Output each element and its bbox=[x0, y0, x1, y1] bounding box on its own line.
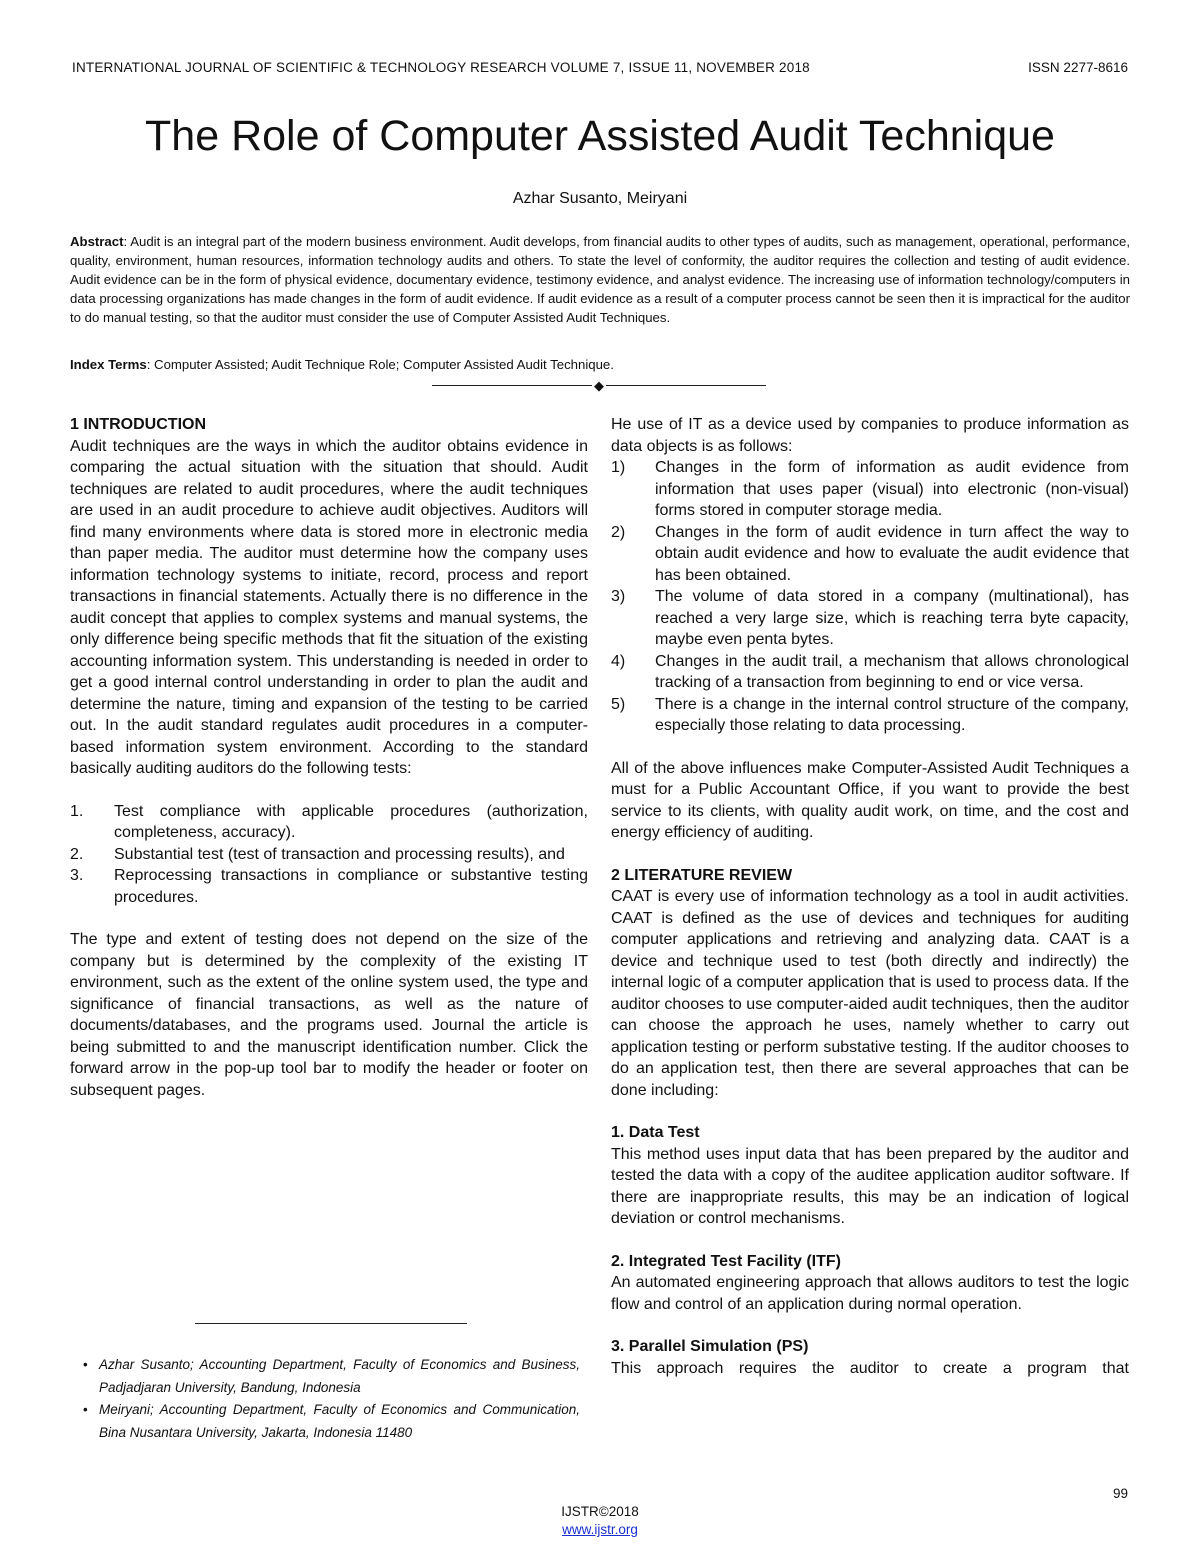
list-item: 2. Substantial test (test of transaction and processing results), and bbox=[70, 845, 565, 863]
list-item: 3. Reprocessing transactions in compliance or substantive testing procedures. bbox=[70, 867, 588, 906]
footer-url-wrapper bbox=[0, 1522, 1200, 1537]
journal-header: INTERNATIONAL JOURNAL OF SCIENTIFIC & TECHNOLOGY RESEARCH VOLUME 7, ISSUE 11, NOVEMBER 2018 bbox=[72, 60, 810, 75]
changes-list bbox=[611, 457, 1129, 737]
issn: ISSN 2277-8616 bbox=[1028, 60, 1128, 75]
data-test-paragraph: This method uses input data that has been prepared by the auditor and tested the data with a copy of the auditee application auditor software. If there are inappropriate results, this may be an indication of logical deviation or control mechanisms. bbox=[611, 1145, 1129, 1227]
subheading-itf: 2. Integrated Test Facility (ITF) bbox=[611, 1252, 841, 1270]
copyright: IJSTR©2018 bbox=[561, 1504, 639, 1519]
abstract bbox=[70, 232, 1130, 327]
section-heading-literature-review: 2 LITERATURE REVIEW bbox=[611, 866, 793, 884]
ps-paragraph: This approach requires the auditor to create a program that bbox=[611, 1359, 1129, 1377]
list-item: 1) Changes in the form of information as audit evidence from information that uses paper (visual) into electronic (non-visual) forms stored in computer storage media. bbox=[611, 459, 1129, 519]
paper-title: The Role of Computer Assisted Audit Technique bbox=[145, 112, 1055, 160]
page-number: 99 bbox=[1112, 1486, 1128, 1501]
list-item: 4) Changes in the audit trail, a mechanism that allows chronological tracking of a transaction from beginning to end or vice versa. bbox=[611, 652, 1129, 691]
bullet-icon: • bbox=[83, 1402, 88, 1417]
footnote-item: • Azhar Susanto; Accounting Department, Faculty of Economics and Business, Padjadjaran University, Bandung, Indonesia bbox=[83, 1354, 580, 1399]
abstract-label: Abstract bbox=[70, 234, 124, 249]
index-terms bbox=[70, 357, 1130, 372]
index-terms-label: Index Terms bbox=[70, 357, 147, 372]
itf-paragraph: An automated engineering approach that allows auditors to test the logic flow and control of an application during normal operation. bbox=[611, 1274, 1129, 1313]
bullet-icon: • bbox=[83, 1357, 88, 1372]
section-divider bbox=[432, 376, 766, 396]
footnote-item: • Meiryani; Accounting Department, Faculty of Economics and Communication, Bina Nusantara University, Jakarta, Indonesia 11480 bbox=[83, 1399, 580, 1444]
list-item: 2) Changes in the form of audit evidence in turn affect the way to obtain audit evidence and how to evaluate the audit evidence that has been obtained. bbox=[611, 523, 1129, 584]
tests-list bbox=[70, 801, 588, 909]
index-terms-text: : Computer Assisted; Audit Technique Role; Computer Assisted Audit Technique. bbox=[146, 357, 614, 372]
subheading-parallel-simulation: 3. Parallel Simulation (PS) bbox=[611, 1338, 809, 1355]
list-item: 5) There is a change in the internal control structure of the company, especially those relating to data processing. bbox=[611, 695, 1129, 734]
intro-paragraph: Audit techniques are the ways in which the auditor obtains evidence in comparing the actual situation with the situation that should. Audit techniques are related to audit procedures, where the audit techniques are used in an audit procedure to achieve audit objectives. Auditors will find many environments where data is stored more in electronic media than paper media. The auditor must determine how the company uses information technology systems to initiate, record, process and report transactions in financial statements. Actually there is no difference in the audit concept that applies to complex systems and manual systems, the only difference being specific methods that fit the situation of the existing accounting information system. This understanding is needed in order to get a good internal control understanding in order to plan the audit and determine the nature, timing and expansion of the testing to be carried out. In the audit standard regulates audit procedures in a computer-based information system environment. According to the standard basically auditing auditors do the following tests: bbox=[70, 437, 588, 777]
it-use-paragraph: He use of IT as a device used by companies to produce information as data objects is as follows: bbox=[611, 416, 1129, 455]
footnote-rule bbox=[195, 1323, 467, 1324]
right-column bbox=[611, 414, 1129, 1400]
author-footnotes bbox=[83, 1354, 580, 1444]
section-heading-introduction: 1 INTRODUCTION bbox=[70, 416, 207, 433]
subheading-data-test: 1. Data Test bbox=[611, 1124, 700, 1141]
journal-link[interactable]: www.ijstr.org bbox=[562, 1522, 638, 1537]
left-column bbox=[70, 414, 588, 1122]
list-item: 3) The volume of data stored in a company (multinational), has reached a very large size, which is reaching terra byte capacity, maybe even penta bytes. bbox=[611, 588, 1129, 648]
abstract-text: : Audit is an integral part of the modern business environment. Audit develops, from financial audits to other types of audits, such as management, operational, performance, quality, environment, human resources, information technology audits and others. To state the level of conformity, the auditor requires the collection and testing of audit evidence. Audit evidence can be in the form of physical evidence, documentary evidence, testimony evidence, and analyst evidence. The increasing use of information technology/computers in data processing organizations has made changes in the form of audit evidence. If audit evidence as a result of a computer process cannot be seen then it is impractical for the auditor to do manual testing, so that the auditor must consider the use of Computer Assisted Audit Techniques. bbox=[70, 234, 1131, 325]
list-item: 1. Test compliance with applicable procedures (authorization, completeness, accuracy). bbox=[70, 802, 588, 841]
diamond-icon: ◆ bbox=[594, 378, 604, 393]
influences-paragraph: All of the above influences make Computer-Assisted Audit Techniques a must for a Public Accountant Office, if you want to provide the best service to its clients, with quality audit work, on time, and the cost and energy efficiency of auditing. bbox=[611, 759, 1129, 841]
testing-paragraph: The type and extent of testing does not depend on the size of the company but is determined by the complexity of the existing IT environment, such as the extent of the online system used, the type and significance of financial transactions, as well as the nature of documents/databases, and the programs used. Journal the article is being submitted to and the manuscript identification number. Click the forward arrow in the pop-up tool bar to modify the header or footer on subsequent pages. bbox=[70, 931, 588, 1099]
authors: Azhar Susanto, Meiryani bbox=[512, 190, 688, 207]
caat-paragraph: CAAT is every use of information technology as a tool in audit activities. CAAT is defined as the use of devices and techniques for auditing computer applications and retrieving and analyzing data. CAAT is a device and technique used to test (both directly and indirectly) the internal logic of a computer application that is used to process data. If the auditor chooses to use computer-aided audit techniques, then the auditor can choose the approach he uses, namely whether to carry out application testing or perform substative testing. If the auditor chooses to do an application test, then there are several approaches that can be done including: bbox=[611, 888, 1129, 1099]
